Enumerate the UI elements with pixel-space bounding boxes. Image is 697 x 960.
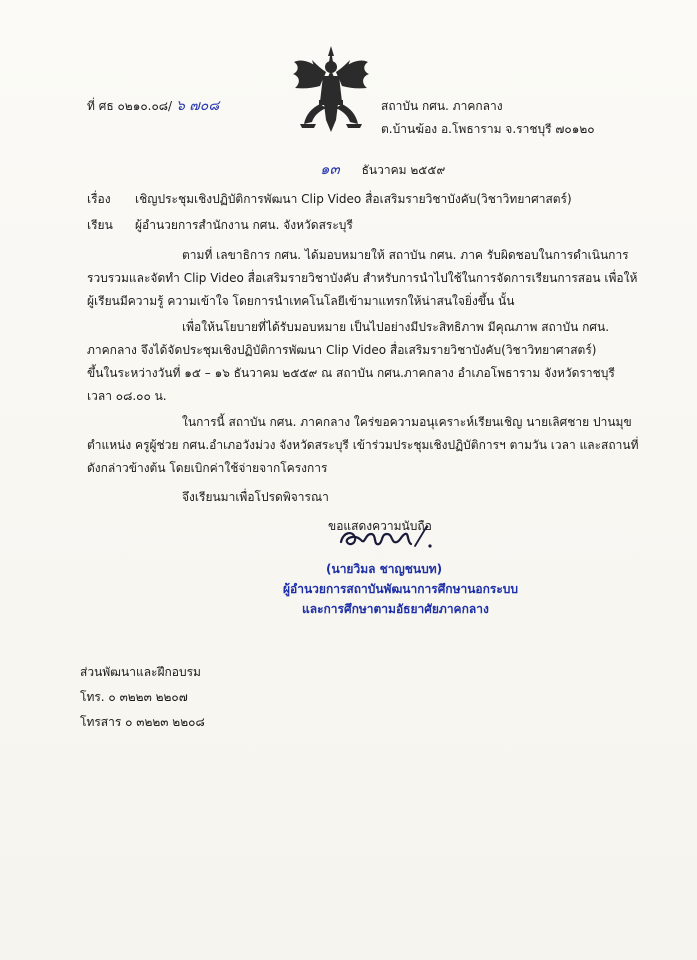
paragraph-2-line-3: ขึ้นในระหว่างวันที่ ๑๕ – ๑๖ ธันวาคม ๒๕๕๙ ณ สถาบัน กศน.ภาคกลาง อำเภอโพธาราม จังหวัดราชบุรี xyxy=(87,366,615,380)
subject-label: เรื่อง xyxy=(87,192,111,206)
reference-handwritten: ๖ ๗๐๘ xyxy=(175,98,220,114)
org-name: สถาบัน กศน. ภาคกลาง xyxy=(381,99,503,113)
reference-printed: ที่ ศธ ๐๒๑๐.๐๘/ xyxy=(87,99,173,113)
date-day-handwritten: ๑๓ xyxy=(320,160,340,178)
date-month-year: ธันวาคม ๒๕๕๙ xyxy=(361,163,446,177)
signatory-title-line-1: ผู้อำนวยการสถาบันพัฒนาการศึกษานอกระบบ xyxy=(283,582,519,596)
closing-regards: ขอแสดงความนับถือ xyxy=(328,519,432,533)
signatory-name: (นายวิมล ชาญชนบท) xyxy=(326,562,443,576)
to-label: เรียน xyxy=(87,218,113,232)
footer-phone: โทร. ๐ ๓๒๒๓ ๒๒๐๗ xyxy=(80,690,188,704)
paragraph-1-line-1: ตามที่ เลขาธิการ กศน. ได้มอบหมายให้ สถาบัน กศน. ภาค รับผิดชอบในการดำเนินการ xyxy=(182,248,629,262)
signature-icon xyxy=(335,512,435,554)
paragraph-3-line-1: ในการนี้ สถาบัน กศน. ภาคกลาง ใคร่ขอความอนุเคราะห์เรียนเชิญ นายเลิศชาย ปานมุข xyxy=(182,415,632,429)
paragraph-1-line-2: รวบรวมและจัดทำ Clip Video สื่อเสริมรายวิชาบังคับ สำหรับการนำไปใช้ในการจัดการเรียนการสอน เพื่อให้ xyxy=(87,271,638,285)
paragraph-3-line-3: ดังกล่าวข้างต้น โดยเบิกค่าใช้จ่ายจากโครงการ xyxy=(87,461,328,475)
paragraph-2-line-4: เวลา ๐๘.๐๐ น. xyxy=(87,389,167,403)
paragraph-2-line-2: ภาคกลาง จึงได้จัดประชุมเชิงปฏิบัติการพัฒนา Clip Video สื่อเสริมรายวิชาบังคับ(วิชาวิทยาศาสตร์) xyxy=(87,343,597,357)
to-text: ผู้อำนวยการสำนักงาน กศน. จังหวัดสระบุรี xyxy=(135,218,353,232)
closing-request: จึงเรียนมาเพื่อโปรดพิจารณา xyxy=(182,490,329,504)
reference-number xyxy=(87,97,219,115)
paragraph-1-line-3: ผู้เรียนมีความรู้ ความเข้าใจ โดยการนำเทคโนโลยีเข้ามาแทรกให้น่าสนใจยิ่งขึ้น นั้น xyxy=(87,294,515,308)
subject-text: เชิญประชุมเชิงปฏิบัติการพัฒนา Clip Video สื่อเสริมรายวิชาบังคับ(วิชาวิทยาศาสตร์) xyxy=(135,192,572,206)
org-address: ต.บ้านฆ้อง อ.โพธาราม จ.ราชบุรี ๗๐๑๒๐ xyxy=(381,122,595,136)
footer-fax: โทรสาร ๐ ๓๒๒๓ ๒๒๐๘ xyxy=(80,715,205,729)
paragraph-3-line-2: ตำแหน่ง ครูผู้ช่วย กศน.อำเภอวังม่วง จังหวัดสระบุรี เข้าร่วมประชุมเชิงปฏิบัติการฯ ตามวัน เวลา และสถานที่ xyxy=(87,438,639,452)
paragraph-2-line-1: เพื่อให้นโยบายที่ได้รับมอบหมาย เป็นไปอย่างมีประสิทธิภาพ มีคุณภาพ สถาบัน กศน. xyxy=(182,320,610,334)
footer-department: ส่วนพัฒนาและฝึกอบรม xyxy=(80,665,201,679)
garuda-emblem-icon xyxy=(290,44,372,136)
document-date xyxy=(320,160,445,179)
signatory-title-line-2: และการศึกษาตามอัธยาศัยภาคกลาง xyxy=(302,602,489,616)
